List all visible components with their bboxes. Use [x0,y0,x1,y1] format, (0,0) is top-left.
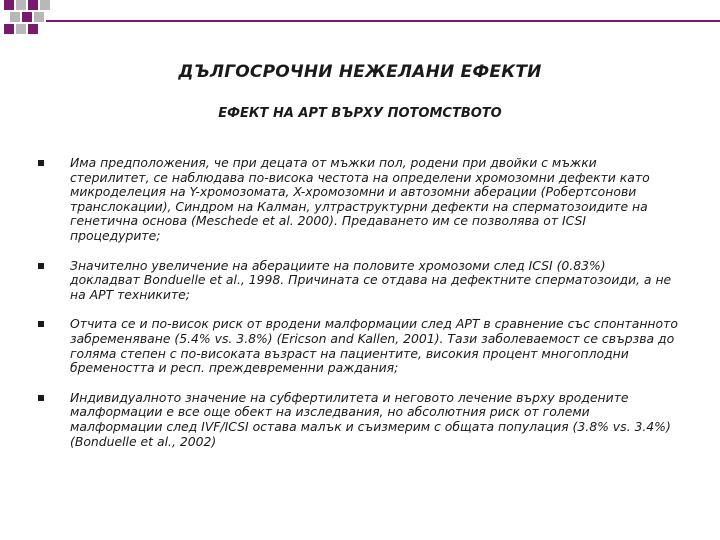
bullet-text: Има предположения, че при децата от мъжки пол, родени при двойки с мъжки стерилитет, се наблюдава по-висока честота на определени хромозомни дефекти като микроделеция на Y-хромозомата, X-хромозомни и автозомни аберации (Робертсонови транслокации), Синдром на Калман, ултраструктурни дефекти на сперматозоидите на генетична основа (Meschede et al. 2000). Предаването им се позволява от ICSI процедурите; [70,155,650,243]
bullet-text: Отчита се и по-висок риск от вродени малформации след АРТ в сравнение със спонтанното забременяване (5.4% vs. 3.8%) (Ericson and Kallen, 2001). Тази заболеваемост се свързва до голяма степен с по-високата възраст на пациентите, високия процент многоплодни бремеността и респ. преждевременни раждания; [70,316,678,376]
square-bullet-icon [38,160,44,166]
bullet-list [38,156,678,464]
slide-subtitle: ЕФЕКТ НА АРТ ВЪРХУ ПОТОМСТВОТО [218,106,502,121]
square-bullet-icon [38,263,44,269]
bullet-item [38,317,678,375]
bullet-item [38,391,678,449]
bullet-text: Индивидуалното значение на субфертилитета и неговото лечение върху вродените малформации е все още обект на изследвания, но абсолютния риск от големи малформации след IVF/ICSI остава малък и съизмерим с общата популация (3.8% vs. 3.4%) (Bonduelle et al., 2002) [70,389,671,449]
bullet-item [38,259,678,303]
slide-title: ДЪЛГОСРОЧНИ НЕЖЕЛАНИ ЕФЕКТИ [178,62,542,82]
square-bullet-icon [38,321,44,327]
header-divider-line [46,20,720,22]
bullet-text: Значително увеличение на аберациите на половите хромозоми след ICSI (0.83%) докладват Bonduelle et al., 1998. Причината се отдава на дефектните сперматозоиди, а не на АРТ техниките; [70,257,672,302]
square-bullet-icon [38,395,44,401]
bullet-item [38,156,678,244]
